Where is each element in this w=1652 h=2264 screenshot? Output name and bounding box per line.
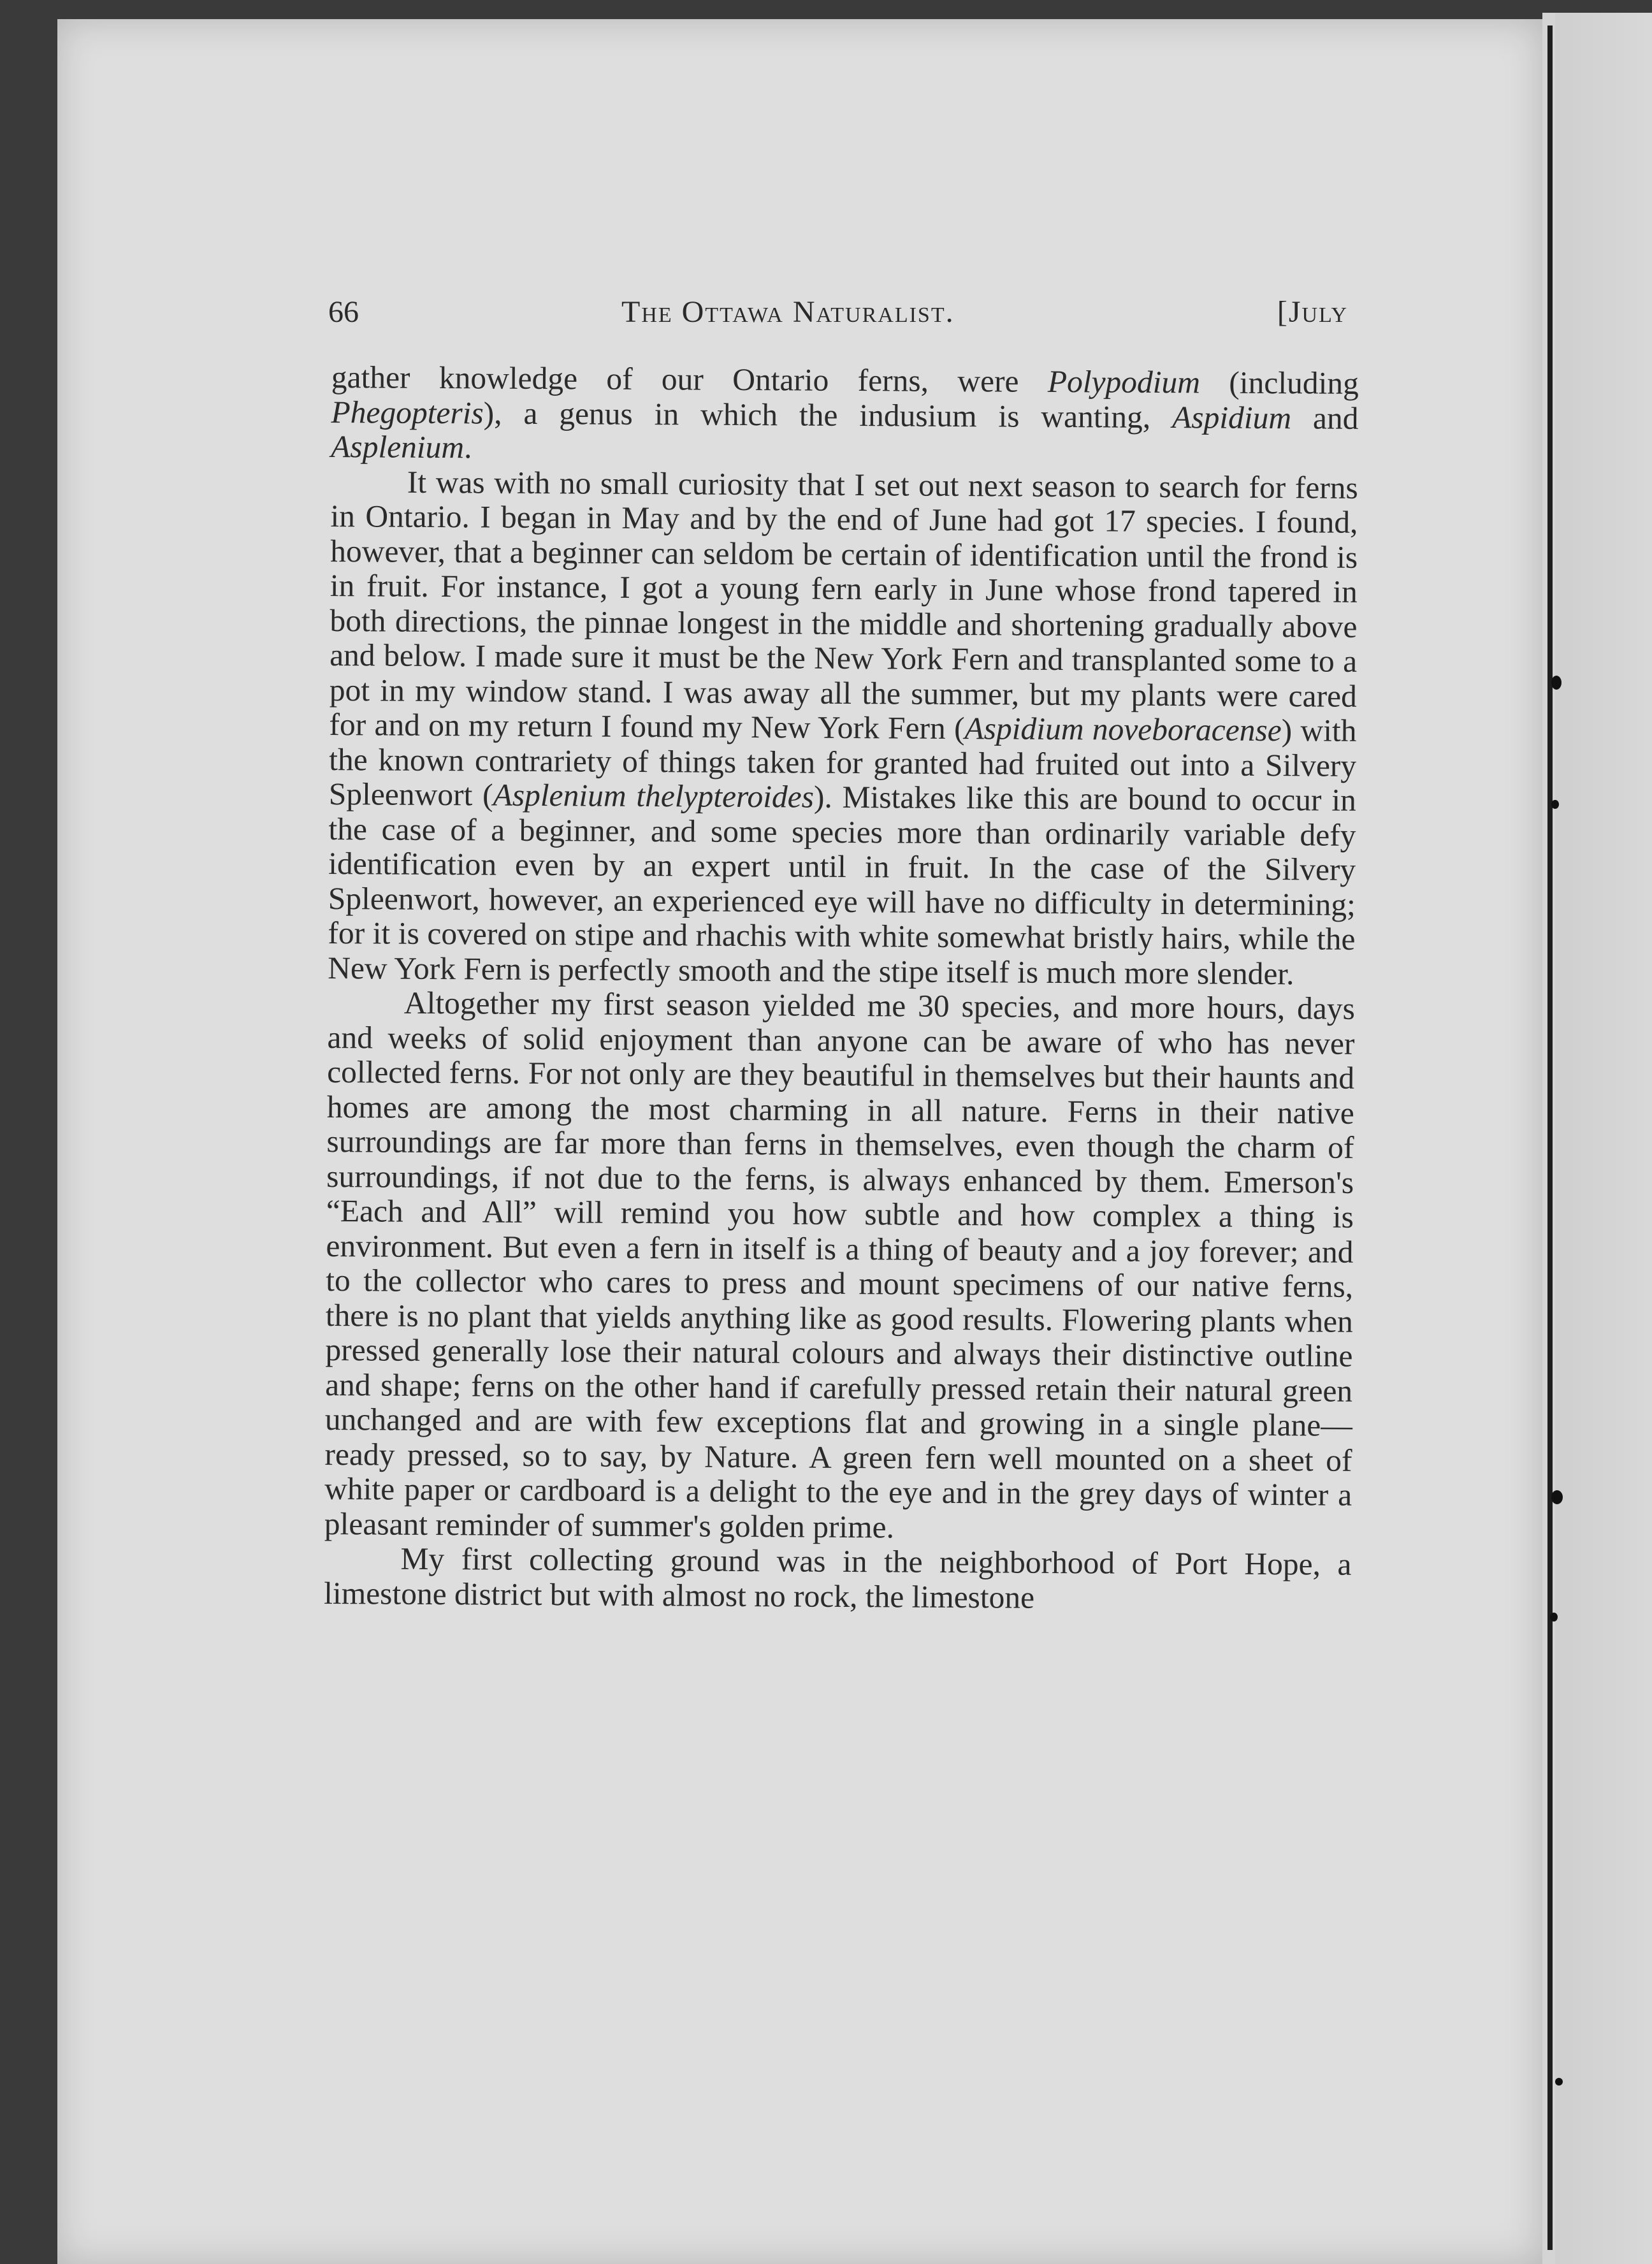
italic-term: Aspidium noveboracense bbox=[964, 711, 1282, 748]
text-run: My first collecting ground was in the neighborhood of Port Hope, a limestone district but with almost no rock, the limestone bbox=[324, 1541, 1352, 1615]
text-run: ), a genus in which the indusium is wanting, bbox=[483, 395, 1173, 435]
text-run: and bbox=[1291, 400, 1359, 436]
page-number: 66 bbox=[328, 295, 359, 329]
italic-term: Aspidium bbox=[1171, 399, 1292, 435]
italic-term: Phegopteris bbox=[331, 394, 484, 430]
paragraph bbox=[331, 360, 1359, 470]
page-gutter-line bbox=[1547, 25, 1553, 2250]
paragraph bbox=[324, 1541, 1352, 1617]
text-run: ). Mistakes like this are bound to occur in the case of a beginner, and some species more than ordinarily variable defy identification even by an expert until in fruit. In the case of the Silvery Spleenwort, however, an experienced eye will have no difficulty in determining; for it is covered on stipe and rhachis with white somewhat bristly hairs, while the New York Fern is perfectly smooth and the stipe itself is much more slender. bbox=[328, 779, 1356, 991]
facing-page bbox=[1555, 13, 1652, 2264]
scan-speck bbox=[1551, 1490, 1563, 1504]
text-run: Altogether my first season yielded me 30 species, and more hours, days and weeks of solid enjoyment than anyone can be aware of who has never collected ferns. For not only are they beautiful in themselves but their haunts and homes are among the most charming in all nature. Ferns in their native surroundings are far more than ferns in themselves, even though the charm of surroundings, if not due to the ferns, is always enhanced by them. Emerson's “Each and All” will remind you how subtle and how complex a thing is environment. But even a fern in itself is a thing of beauty and a joy forever; and to the collector who cares to press and mount specimens of our native ferns, there is no plant that yields anything like as good results. Flowering plants when pressed generally lose their natural colours and always their distinctive outline and shape; ferns on the other hand if carefully pressed retain their natural green unchanged and are with few exceptions flat and growing in a single plane—ready pressed, so to say, by Nature. A green fern well mounted on a sheet of white paper or cardboard is a delight to the eye and in the grey days of winter a pleasant reminder of summer's golden prime. bbox=[324, 985, 1355, 1544]
issue-month: [July bbox=[1277, 295, 1348, 329]
scan-speck bbox=[1551, 676, 1561, 690]
paragraph bbox=[328, 464, 1358, 991]
text-run: . bbox=[463, 430, 472, 465]
scan-speck bbox=[1550, 1613, 1558, 1622]
running-head bbox=[328, 294, 1348, 339]
body-text bbox=[324, 360, 1359, 1617]
italic-term: Asplenium bbox=[331, 428, 465, 465]
italic-term: Asplenium thelypteroides bbox=[493, 777, 815, 815]
italic-term: Polypodium bbox=[1047, 363, 1201, 400]
text-run: (including bbox=[1199, 365, 1359, 401]
text-run: gather knowledge of our Ontario ferns, were bbox=[331, 359, 1048, 399]
scan-speck bbox=[1551, 800, 1559, 809]
journal-title: The Ottawa Naturalist. bbox=[621, 295, 955, 329]
text-run: It was with no small curiosity that I set out next season to search for ferns in Ontario. I began in May and by the end of June had got 17 species. I found, however, that a beginner can seldom be certain of identification until the frond is in fruit. For instance, I got a young fern early in June whose frond tapered in both directions, the pinnae longest in the middle and shortening gradually above and below. I made sure it must be the New York Fern and transplanted some to a pot in my window stand. I was away all the summer, but my plants were cared for and on my return I found my New York Fern ( bbox=[329, 464, 1358, 746]
text-run: ) with the known contrariety of things taken for granted had fruited out into a Silvery Spleenwort ( bbox=[328, 713, 1357, 813]
scan-speck bbox=[1555, 2078, 1563, 2086]
paragraph bbox=[324, 985, 1355, 1548]
